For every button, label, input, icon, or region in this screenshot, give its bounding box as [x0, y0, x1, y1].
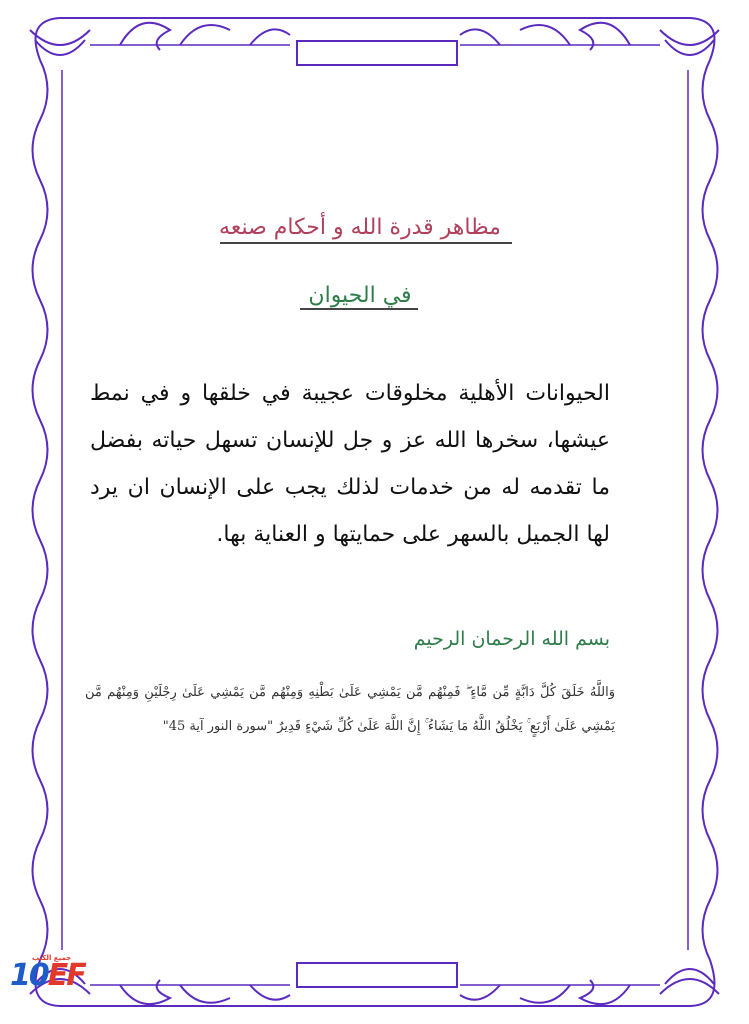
site-watermark-logo: [10, 954, 85, 998]
document-title: مظاهر قدرة الله و أحكام صنعه: [219, 215, 501, 240]
watermark-number: 10: [10, 958, 48, 993]
body-paragraph: الحيوانات الأهلية مخلوقات عجيبة في خلقها و في نمط عيشها، سخرها الله عز و جل للإنسان تسهل حياته بفضل ما تقدمه له من خدمات لذلك يجب على الإنسان ان يرد لها الجميل بالسهر على حمايتها و العناية بها.: [90, 381, 610, 547]
title-underline: [220, 242, 512, 244]
document-subtitle: في الحيوان: [308, 283, 412, 308]
top-frame-cartouche: [296, 40, 458, 66]
bottom-frame-cartouche: [296, 962, 458, 988]
subtitle-underline: [300, 308, 418, 310]
basmala: بسم الله الرحمان الرحيم: [413, 628, 610, 650]
watermark-caption: جميع الكتب: [32, 954, 72, 962]
quran-verse: وَاللَّهُ خَلَقَ كُلَّ دَابَّةٍ مِّن مَّاءٍ ۖ فَمِنْهُم مَّن يَمْشِي عَلَىٰ بَطْنِهِ وَمِنْهُم مَّن يَمْشِي عَلَىٰ رِجْلَيْنِ وَمِنْهُم مَّن يَمْشِي عَلَىٰ أَرْبَعٍ ۚ يَخْلُقُ اللَّهُ مَا يَشَاءُ ۚ إِنَّ اللَّهَ عَلَىٰ كُلِّ شَيْءٍ قَدِيرٌ "سورة النور آية 45": [85, 685, 615, 734]
watermark-letters: EF: [47, 958, 85, 993]
